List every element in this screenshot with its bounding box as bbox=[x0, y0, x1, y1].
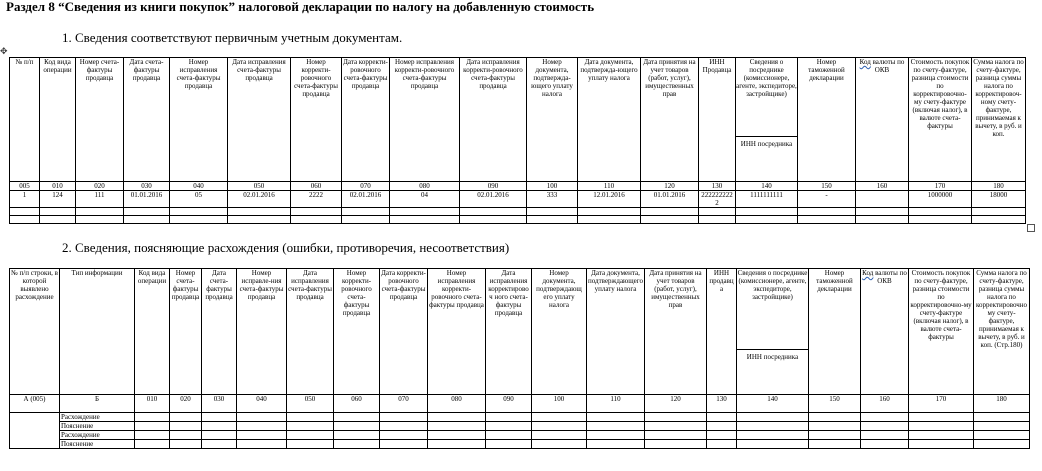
table1-empty-cell[interactable] bbox=[527, 208, 578, 216]
t2-h-fix-no: Номер исправле-ния счета-фактуры продавца bbox=[237, 269, 287, 395]
table1-data-cell[interactable]: 05 bbox=[170, 191, 228, 208]
table1-code-cell: 060 bbox=[291, 182, 342, 191]
table2-empty-cell[interactable] bbox=[909, 422, 974, 431]
table2-empty-cell[interactable] bbox=[170, 413, 202, 422]
table2-code-cell: 100 bbox=[532, 395, 587, 413]
t2-h-tax: Сумма налога по счету-фактуре, разница суммы налога по корректировочному счету-фактуре, принимаемая к вычету, в руб. и коп. (Стр.180) bbox=[974, 269, 1030, 395]
table2-code-cell: 090 bbox=[486, 395, 532, 413]
table1-code-cell: 040 bbox=[170, 182, 228, 191]
table2-empty-cell[interactable] bbox=[428, 422, 486, 431]
table2-empty-cell[interactable] bbox=[587, 413, 645, 422]
table2-header-row bbox=[10, 269, 1030, 395]
table1-data-cell[interactable]: 02.01.2016 bbox=[228, 191, 291, 208]
table1-data-cell[interactable] bbox=[856, 191, 909, 208]
table1-empty-cell[interactable] bbox=[856, 216, 909, 224]
table1-empty-cell[interactable] bbox=[390, 216, 460, 224]
table1-empty-cell[interactable] bbox=[641, 216, 699, 224]
table2-empty-cell[interactable] bbox=[380, 413, 428, 422]
t2-h-corr-fix-date: Дата исправления корректировоч ного счета-фактуры продавца bbox=[486, 269, 532, 395]
table2-empty-cell[interactable] bbox=[380, 440, 428, 449]
table2-code-cell: 030 bbox=[202, 395, 237, 413]
table2-empty-cell[interactable] bbox=[737, 422, 809, 431]
table2-code-cell: 110 bbox=[587, 395, 645, 413]
table2-info-row bbox=[10, 431, 1030, 440]
t2-h-info-type: Тип информации bbox=[60, 269, 135, 395]
table1-empty-cell[interactable] bbox=[342, 208, 390, 216]
table1-empty-cell[interactable] bbox=[76, 216, 124, 224]
t1-h-intermediary bbox=[736, 58, 798, 182]
table2-empty-cell bbox=[10, 422, 60, 431]
table1-empty-cell[interactable] bbox=[390, 208, 460, 216]
table2-empty-cell[interactable] bbox=[380, 422, 428, 431]
table1-empty-cell[interactable] bbox=[699, 208, 736, 216]
t2-h-customs-decl: Номер таможенной декларации bbox=[809, 269, 861, 395]
table2-empty-cell[interactable] bbox=[974, 422, 1030, 431]
table2-empty-cell[interactable] bbox=[237, 422, 287, 431]
table2-empty-cell[interactable] bbox=[974, 413, 1030, 422]
table2-empty-cell[interactable] bbox=[202, 422, 237, 431]
table1-data-cell[interactable]: 111 bbox=[76, 191, 124, 208]
table1-empty-cell[interactable] bbox=[798, 216, 856, 224]
table2-empty-cell[interactable] bbox=[809, 431, 861, 440]
t2-h-op-code: Код вида операции bbox=[135, 269, 170, 395]
table2-code-cell: Б bbox=[60, 395, 135, 413]
table1-data-cell[interactable]: 01.01.2016 bbox=[124, 191, 170, 208]
t1-h-pay-doc-no: Номер документа, подтвержда-ющего уплату налога bbox=[527, 58, 578, 182]
t2-h-fix-date: Дата исправления счета-фактуры продавца bbox=[287, 269, 334, 395]
table2-empty-cell[interactable] bbox=[909, 440, 974, 449]
table2-empty-cell[interactable] bbox=[861, 440, 909, 449]
table1-code-cell: 030 bbox=[124, 182, 170, 191]
section-title: Раздел 8 “Сведения из книги покупок” налоговой декларации по налогу на добавленную стоимость bbox=[6, 0, 595, 14]
heading-1: 1. Сведения соответствуют первичным учетным документам. bbox=[62, 30, 403, 45]
table2-empty-cell[interactable] bbox=[486, 440, 532, 449]
t1-h-intermediary-info: Сведения о посреднике (комиссионере, агенте, экспедиторе, застройщике) bbox=[736, 58, 797, 137]
table1-data-cell[interactable]: 1 bbox=[10, 191, 40, 208]
table2-info-row bbox=[10, 413, 1030, 422]
table2-empty-cell[interactable] bbox=[587, 422, 645, 431]
table1-data-cell[interactable]: 2222222222 bbox=[699, 191, 736, 208]
table2-empty-cell bbox=[10, 440, 60, 449]
table1-data-cell[interactable]: 124 bbox=[40, 191, 76, 208]
table1-empty-cell[interactable] bbox=[40, 208, 76, 216]
t2-h-line-no: № п/п строки, в которой выявлено расхождение bbox=[10, 269, 60, 395]
heading-2: 2. Сведения, поясняющие расхождения (ошибки, противоречия, несоответствия) bbox=[62, 240, 510, 255]
discrepancy-table bbox=[9, 268, 1030, 449]
table2-code-cell: 160 bbox=[861, 395, 909, 413]
table2-code-cell: 170 bbox=[909, 395, 974, 413]
table2-empty-cell[interactable] bbox=[334, 422, 380, 431]
table2-empty-cell[interactable] bbox=[737, 413, 809, 422]
table1-code-cell: 005 bbox=[10, 182, 40, 191]
table2-empty-cell[interactable] bbox=[170, 431, 202, 440]
t1-h-customs-decl: Номер таможенной декларации bbox=[798, 58, 856, 182]
table2-empty-cell[interactable] bbox=[532, 440, 587, 449]
table2-code-cell: 180 bbox=[974, 395, 1030, 413]
table2-code-cell: 060 bbox=[334, 395, 380, 413]
t2-h-invoice-date: Дата счета-фактуры продавца bbox=[202, 269, 237, 395]
table2-code-cell: А (005) bbox=[10, 395, 60, 413]
t1-h-cost: Стоимость покупок по счету-фактуре, разница стоимости по корректировочно-му счету-фактуре (включая налог), в валюте счета-фактуры bbox=[909, 58, 972, 182]
table1-data-cell[interactable]: 2222 bbox=[291, 191, 342, 208]
table1-code-cell: 140 bbox=[736, 182, 798, 191]
table2-code-cell: 080 bbox=[428, 395, 486, 413]
table1-data-cell[interactable]: 01.01.2016 bbox=[641, 191, 699, 208]
table1-empty-cell[interactable] bbox=[798, 208, 856, 216]
table2-empty-cell[interactable] bbox=[486, 422, 532, 431]
table1-empty-cell[interactable] bbox=[124, 208, 170, 216]
table2-empty-cell[interactable] bbox=[202, 440, 237, 449]
table2-empty-cell[interactable] bbox=[486, 413, 532, 422]
table1-code-cell: 160 bbox=[856, 182, 909, 191]
table1-empty-cell[interactable] bbox=[736, 216, 798, 224]
table2-empty-cell[interactable] bbox=[135, 413, 170, 422]
table2-empty-cell[interactable] bbox=[645, 440, 707, 449]
t2-h-intermediary bbox=[737, 269, 809, 395]
table1-empty-cell[interactable] bbox=[291, 216, 342, 224]
table1-empty-cell[interactable] bbox=[736, 208, 798, 216]
table1-code-cell: 020 bbox=[76, 182, 124, 191]
t1-h-num: № п/п bbox=[10, 58, 40, 182]
table2-empty-cell[interactable] bbox=[861, 431, 909, 440]
table1-empty-cell[interactable] bbox=[909, 208, 972, 216]
table1-code-cell: 100 bbox=[527, 182, 578, 191]
t2-h-pay-doc-date: Дата документа, подтверждающего уплату налога bbox=[587, 269, 645, 395]
t1-h-pay-doc-date: Дата документа, подтвержда-ющего уплату налога bbox=[578, 58, 641, 182]
table1-code-cell: 130 bbox=[699, 182, 736, 191]
table1-empty-cell[interactable] bbox=[228, 216, 291, 224]
table2-empty-cell[interactable] bbox=[809, 440, 861, 449]
table2-empty-cell[interactable] bbox=[737, 440, 809, 449]
table2-empty-cell[interactable] bbox=[707, 440, 737, 449]
table2-code-cell: 070 bbox=[380, 395, 428, 413]
t2-h-kod-word: Код bbox=[862, 269, 874, 277]
t2-h-seller-inn: ИНН продавца bbox=[707, 269, 737, 395]
t2-h-accept-date: Дата принятия на учет товаров (работ, услуг), имущественных прав bbox=[645, 269, 707, 395]
table1-empty-cell[interactable] bbox=[527, 216, 578, 224]
table2-info-type-cell: Пояснение bbox=[60, 440, 135, 449]
table2-empty-cell[interactable] bbox=[287, 422, 334, 431]
table1-empty-cell[interactable] bbox=[228, 208, 291, 216]
table1-code-cell: 150 bbox=[798, 182, 856, 191]
table2-empty-cell[interactable] bbox=[909, 431, 974, 440]
t2-h-invoice-no: Номер счета-фактуры продавца bbox=[170, 269, 202, 395]
table2-empty-cell[interactable] bbox=[809, 413, 861, 422]
t2-h-cost: Стоимость покупок по счету-фактуре, разница стоимости по корректировочно-му счету-фактуре (включая налог), в валюте счета-фактуры bbox=[909, 269, 974, 395]
table2-empty-cell[interactable] bbox=[334, 431, 380, 440]
t1-h-currency-code: Код валюты по ОКВ bbox=[856, 58, 909, 182]
table2-code-row bbox=[10, 395, 1030, 413]
t1-h-accept-date: Дата принятия на учет товаров (работ, услуг), имущественных прав bbox=[641, 58, 699, 182]
table1-empty-cell[interactable] bbox=[170, 216, 228, 224]
table1-data-cell[interactable]: 333 bbox=[527, 191, 578, 208]
table1-empty-row bbox=[10, 216, 1026, 224]
t1-h-op-code: Код вида операции bbox=[40, 58, 76, 182]
table1-empty-cell[interactable] bbox=[856, 208, 909, 216]
table2-empty-cell[interactable] bbox=[287, 413, 334, 422]
table2-empty-cell[interactable] bbox=[237, 440, 287, 449]
table2-empty-cell[interactable] bbox=[428, 431, 486, 440]
table2-empty-cell[interactable] bbox=[707, 422, 737, 431]
table1-header-row bbox=[10, 58, 1026, 182]
t2-h-intermediary-info: Сведения о посреднике (комиссионере, агенте, экспедиторе, застройщике) bbox=[737, 269, 808, 350]
t1-h-invoice-date: Дата счета-фактуры продавца bbox=[124, 58, 170, 182]
table1-empty-row bbox=[10, 208, 1026, 216]
table1-data-cell[interactable]: 12.01.2016 bbox=[578, 191, 641, 208]
table1-code-row bbox=[10, 182, 1026, 191]
table1-data-cell[interactable]: 04 bbox=[390, 191, 460, 208]
table2-info-row bbox=[10, 440, 1030, 449]
table1-code-cell: 070 bbox=[342, 182, 390, 191]
table1-empty-cell[interactable] bbox=[40, 216, 76, 224]
table2-empty-cell[interactable] bbox=[287, 440, 334, 449]
table2-empty-cell[interactable] bbox=[587, 431, 645, 440]
table1-empty-cell[interactable] bbox=[972, 208, 1026, 216]
t1-h-invoice-no: Номер счета-фактуры продавца bbox=[76, 58, 124, 182]
table2-empty-cell[interactable] bbox=[737, 431, 809, 440]
table2-empty-cell[interactable] bbox=[428, 413, 486, 422]
table2-empty-cell[interactable] bbox=[237, 413, 287, 422]
table2-info-row bbox=[10, 422, 1030, 431]
table2-empty-cell[interactable] bbox=[861, 422, 909, 431]
table2-empty-cell[interactable] bbox=[909, 413, 974, 422]
table1-code-cell: 010 bbox=[40, 182, 76, 191]
table1-empty-cell[interactable] bbox=[641, 208, 699, 216]
table2-code-cell: 120 bbox=[645, 395, 707, 413]
table1-code-cell: 180 bbox=[972, 182, 1026, 191]
t1-h-kod-word: Код bbox=[859, 58, 871, 66]
table2-code-cell: 140 bbox=[737, 395, 809, 413]
table1-code-cell: 110 bbox=[578, 182, 641, 191]
purchase-book-table bbox=[9, 57, 1026, 224]
table2-empty-cell[interactable] bbox=[974, 440, 1030, 449]
t2-h-corr-fix-no: Номер исправления корректи-ровочного счета-фактуры продавца bbox=[428, 269, 486, 395]
table2-empty-cell[interactable] bbox=[135, 422, 170, 431]
table1-code-cell: 080 bbox=[390, 182, 460, 191]
table2-empty-cell bbox=[10, 413, 60, 422]
table1-empty-cell[interactable] bbox=[909, 216, 972, 224]
table1-data-cell[interactable]: 02.01.2016 bbox=[342, 191, 390, 208]
t2-h-corr-no: Номер корректи-ровочного счета-фактуры продавца bbox=[334, 269, 380, 395]
table2-empty-cell[interactable] bbox=[170, 440, 202, 449]
table1-code-cell: 170 bbox=[909, 182, 972, 191]
table2-code-cell: 150 bbox=[809, 395, 861, 413]
table2-empty-cell[interactable] bbox=[380, 431, 428, 440]
table1-empty-cell[interactable] bbox=[76, 208, 124, 216]
t1-h-corr-fix-no: Номер исправления корректи-ровочного счета-фактуры продавца bbox=[390, 58, 460, 182]
table2-info-type-cell: Расхождение bbox=[60, 413, 135, 422]
table2-code-cell: 040 bbox=[237, 395, 287, 413]
t1-h-tax: Сумма налога по счету-фактуре, разница суммы налога по корректировоч-ному счету-фактуре, принимаемая к вычету, в руб. и коп. bbox=[972, 58, 1026, 182]
table1-empty-cell[interactable] bbox=[972, 216, 1026, 224]
table2-empty-cell bbox=[10, 431, 60, 440]
table2-code-cell: 130 bbox=[707, 395, 737, 413]
t2-h-intermediary-inn: ИНН посредника bbox=[746, 353, 799, 361]
table1-empty-cell[interactable] bbox=[291, 208, 342, 216]
table1-empty-cell[interactable] bbox=[460, 216, 527, 224]
table2-empty-cell[interactable] bbox=[170, 422, 202, 431]
t2-h-pay-doc-no: Номер документа, подтверждающ его уплату налога bbox=[532, 269, 587, 395]
table2-empty-cell[interactable] bbox=[135, 431, 170, 440]
table1-data-cell[interactable]: - bbox=[798, 191, 856, 208]
table1-data-cell[interactable]: 1000000 bbox=[909, 191, 972, 208]
table2-empty-cell[interactable] bbox=[861, 413, 909, 422]
table2-info-type-cell: Пояснение bbox=[60, 422, 135, 431]
t1-h-corr-date: Дата корректи-ровочного счета-фактуры продавца bbox=[342, 58, 390, 182]
table1-empty-cell[interactable] bbox=[10, 208, 40, 216]
table2-empty-cell[interactable] bbox=[707, 413, 737, 422]
table2-info-type-cell: Расхождение bbox=[60, 431, 135, 440]
table1-data-cell[interactable]: 1111111111 bbox=[736, 191, 798, 208]
table2-empty-cell[interactable] bbox=[532, 413, 587, 422]
table1-data-cell[interactable]: 02.01.2016 bbox=[460, 191, 527, 208]
table2-empty-cell[interactable] bbox=[532, 422, 587, 431]
table2-empty-cell[interactable] bbox=[532, 431, 587, 440]
table2-empty-cell[interactable] bbox=[202, 413, 237, 422]
table2-empty-cell[interactable] bbox=[287, 431, 334, 440]
t1-h-fix-no: Номер исправления счета-фактуры продавца bbox=[170, 58, 228, 182]
table2-code-cell: 050 bbox=[287, 395, 334, 413]
table-move-handle-icon[interactable]: ✥ bbox=[0, 46, 8, 56]
table1-data-row bbox=[10, 191, 1026, 208]
table1-empty-cell[interactable] bbox=[342, 216, 390, 224]
t1-h-corr-fix-date: Дата исправления корректи-ровочного счета-фактуры продавца bbox=[460, 58, 527, 182]
table1-empty-cell[interactable] bbox=[460, 208, 527, 216]
table2-empty-cell[interactable] bbox=[334, 413, 380, 422]
table1-empty-cell[interactable] bbox=[699, 216, 736, 224]
table2-empty-cell[interactable] bbox=[645, 422, 707, 431]
t1-h-seller-inn: ИНН Продавца bbox=[699, 58, 736, 182]
table2-empty-cell[interactable] bbox=[428, 440, 486, 449]
table1-empty-cell[interactable] bbox=[10, 216, 40, 224]
table2-code-cell: 020 bbox=[170, 395, 202, 413]
table1-empty-cell[interactable] bbox=[170, 208, 228, 216]
table2-empty-cell[interactable] bbox=[974, 431, 1030, 440]
t1-h-fix-date: Дата исправления счета-фактуры продавца bbox=[228, 58, 291, 182]
table2-empty-cell[interactable] bbox=[486, 431, 532, 440]
table1-code-cell: 090 bbox=[460, 182, 527, 191]
table1-empty-cell[interactable] bbox=[124, 216, 170, 224]
table2-empty-cell[interactable] bbox=[135, 440, 170, 449]
table2-empty-cell[interactable] bbox=[334, 440, 380, 449]
table1-code-cell: 120 bbox=[641, 182, 699, 191]
table-resize-handle[interactable] bbox=[1027, 224, 1035, 232]
table2-empty-cell[interactable] bbox=[237, 431, 287, 440]
table2-empty-cell[interactable] bbox=[707, 431, 737, 440]
table2-code-cell: 010 bbox=[135, 395, 170, 413]
table1-empty-cell[interactable] bbox=[578, 216, 641, 224]
table1-empty-cell[interactable] bbox=[578, 208, 641, 216]
t1-h-corr-no: Номер корректи-ровочного счета-фактуры продавца bbox=[291, 58, 342, 182]
table2-empty-cell[interactable] bbox=[645, 413, 707, 422]
table2-empty-cell[interactable] bbox=[645, 431, 707, 440]
table2-empty-cell[interactable] bbox=[202, 431, 237, 440]
table2-empty-cell[interactable] bbox=[809, 422, 861, 431]
t1-h-intermediary-inn: ИНН посредника bbox=[740, 140, 793, 148]
table1-code-cell: 050 bbox=[228, 182, 291, 191]
table1-data-cell[interactable]: 18000 bbox=[972, 191, 1026, 208]
table2-empty-cell[interactable] bbox=[587, 440, 645, 449]
t2-h-corr-date: Дата корректи-ровочного счета-фактуры продавца bbox=[380, 269, 428, 395]
t2-h-currency-code: Код валюты по ОКВ bbox=[861, 269, 909, 395]
